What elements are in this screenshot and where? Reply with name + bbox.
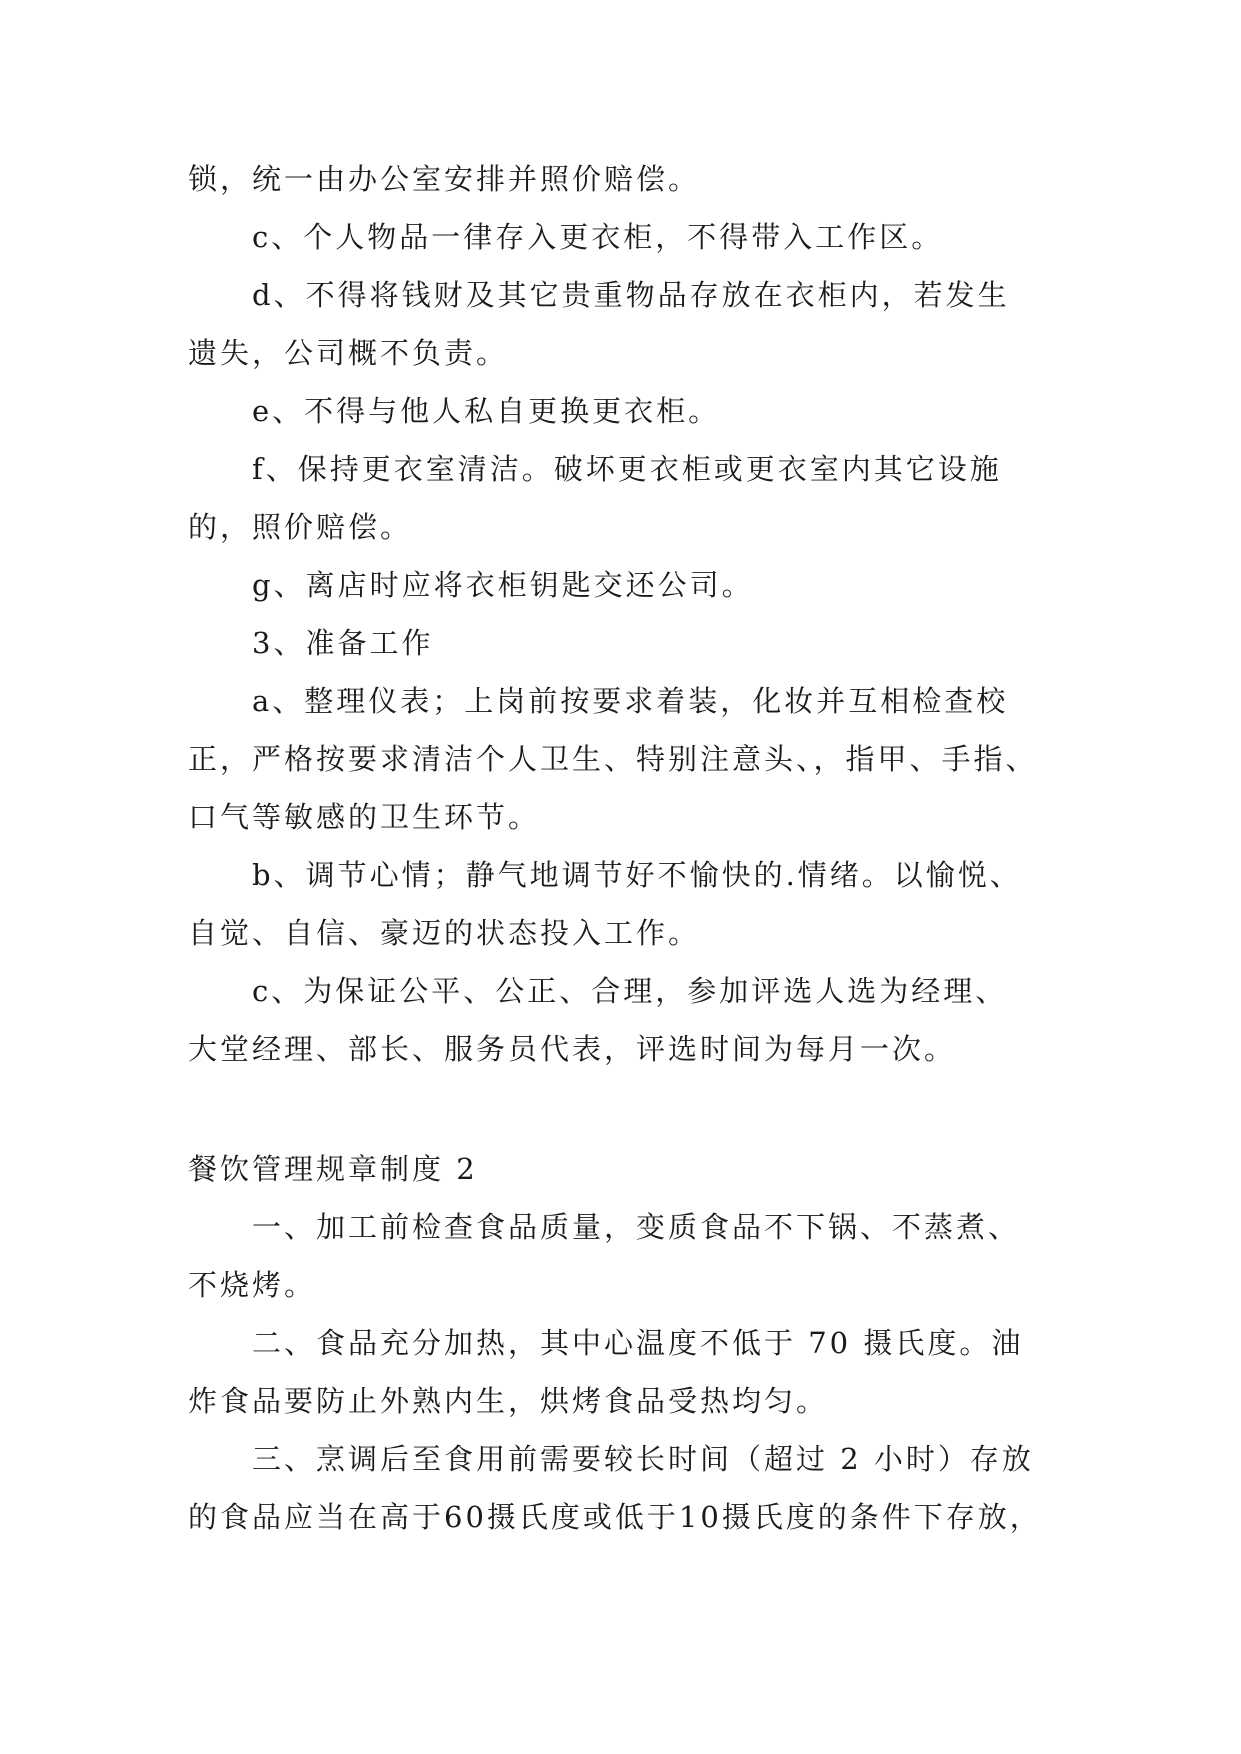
text-line: a、整理仪表；上岗前按要求着装，化妆并互相检查校	[252, 684, 1009, 718]
text-line: 三、烹调后至食用前需要较长时间（超过 2 小时）存放	[252, 1442, 1034, 1476]
text-line: 锁，统一由办公室安排并照价赔偿。	[188, 162, 701, 196]
text-line: 自觉、自信、豪迈的状态投入工作。	[188, 916, 701, 950]
text-line: 口气等敏感的卫生环节。	[188, 800, 541, 834]
section-title: 餐饮管理规章制度 2	[188, 1152, 478, 1186]
text-line: 一、加工前检查食品质量，变质食品不下锅、不蒸煮、	[252, 1210, 1021, 1244]
text-line: 的食品应当在高于60摄氏度或低于10摄氏度的条件下存放，	[188, 1500, 1042, 1534]
text-line: f、保持更衣室清洁。破坏更衣柜或更衣室内其它设施	[252, 452, 1002, 486]
text-line: 二、食品充分加热，其中心温度不低于 70 摄氏度。油	[252, 1326, 1024, 1360]
text-line: g、离店时应将衣柜钥匙交还公司。	[252, 568, 754, 602]
text-line: b、调节心情；静气地调节好不愉快的.情绪。以愉悦、	[252, 858, 1022, 892]
text-line: 的，照价赔偿。	[188, 510, 413, 544]
text-line: 遗失，公司概不负责。	[188, 336, 509, 370]
section-subheading: 3、准备工作	[252, 626, 434, 660]
document-body	[188, 150, 1058, 1546]
text-line: 炸食品要防止外熟内生，烘烤食品受热均匀。	[188, 1384, 829, 1418]
text-line: d、不得将钱财及其它贵重物品存放在衣柜内，若发生	[252, 278, 1010, 312]
section-gap	[188, 1078, 1058, 1140]
text-line: e、不得与他人私自更换更衣柜。	[252, 394, 721, 428]
text-line: 大堂经理、部长、服务员代表，评选时间为每月一次。	[188, 1032, 957, 1066]
text-line: 正，严格按要求清洁个人卫生、特别注意头、，指甲、手指、	[188, 742, 1038, 776]
text-line: c、为保证公平、公正、合理，参加评选人选为经理、	[252, 974, 1008, 1008]
text-line: 不烧烤。	[188, 1268, 317, 1302]
text-line: c、个人物品一律存入更衣柜，不得带入工作区。	[252, 220, 944, 254]
